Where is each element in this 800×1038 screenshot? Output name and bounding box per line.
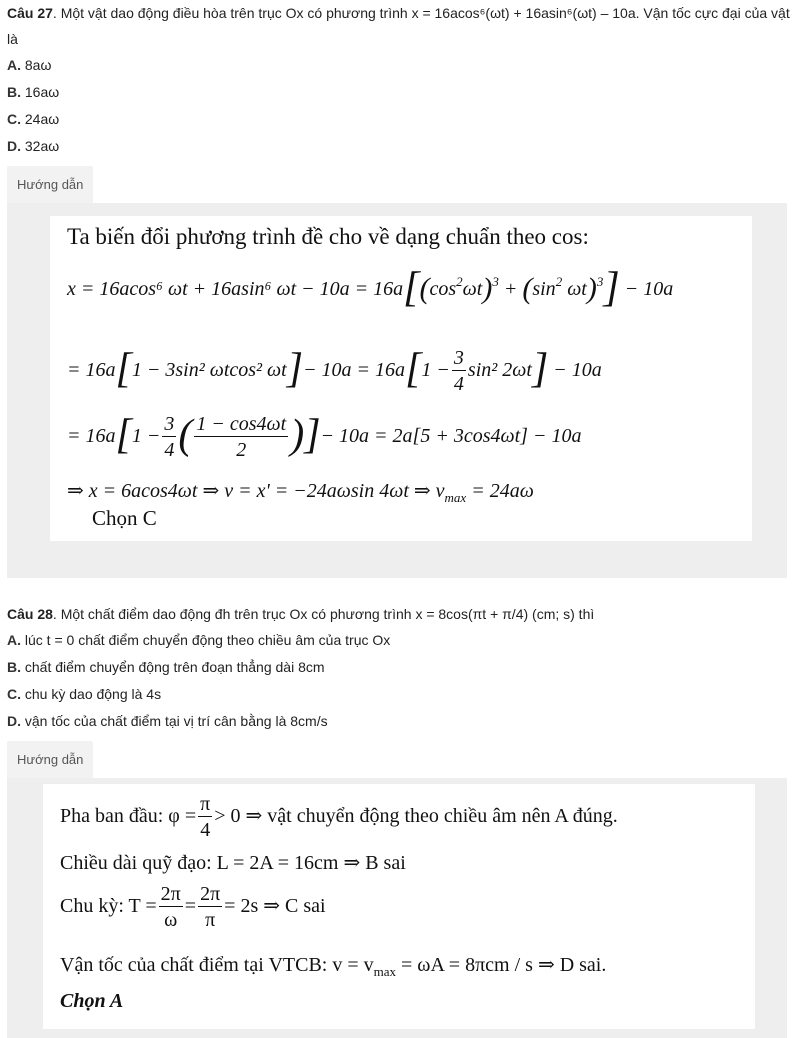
guide-button[interactable]: Hướng dẫn [7,166,93,204]
solution-27-line-5: ⇒ x = 6acos4ωt ⇒ v = x' = −24aωsin 4ωt ⇒ $v_{max} = 24a\omega$ [67,480,534,505]
solution-28-image [43,784,755,1029]
solution-27-choose: Chọn C [92,506,157,530]
option-a[interactable]: A. lúc t = 0 chất điểm chuyển động theo chiều âm của trục Ox [7,632,391,648]
option-c[interactable]: C. 24aω [7,111,60,127]
solution-27-image [50,216,752,541]
solution-27-line-3: = 16a[1 − 3sin² ωtcos² ωt]− 10a = 16a[1 − $\frac{3}{4}$ sin² 2ωt] − 10a [67,346,602,395]
question-27-label: Câu 27 [7,5,53,21]
fraction-3-4: $\frac{3}{4}$ [453,347,464,395]
guide-button[interactable]: Hướng dẫn [7,741,93,779]
solution-27-line-2: x = 16acos⁶ ωt + 16asin⁶ $\omega t - 10a = 16a[(\cos^2\omega t)^3 + (\sin^2$ ωt)$^3$] − 10a [67,265,674,311]
fraction-pi-4: $\frac{\pi}{4}$ [200,793,211,841]
solution-28-line-3: Chu kỳ: T = $\frac{2\pi}{\omega}$ = $\frac{2\pi}{\pi}$ = 2s ⇒ C sai [60,883,326,931]
solution-28-line-2: Chiều dài quỹ đạo: L = 2A = 16cm ⇒ B sai [60,852,406,874]
solution-28-box [7,778,787,1038]
option-c[interactable]: C. chu kỳ dao động là 4s [7,686,162,702]
solution-27-line-4: = 16a[1 − $\frac{3}{4}$ ( $\frac{1 - \cos 4\omega t}{2}$ )]− 10a = 2a[5 + 3cos4ωt] − 10a [67,412,582,461]
option-d[interactable]: D. vận tốc của chất điểm tại vị trí cân bằng là 8cm/s [7,713,328,729]
question-28 [7,601,790,779]
question-27-text: Câu 27. Một vật dao động điều hòa trên trục Ox có phương trình x = 16acos⁶(ωt) + 16asin⁶(ωt) – 10a. Vận tốc cực đại của vật là [7,5,790,47]
solution-27-box [7,203,787,578]
solution-27-intro: Ta biến đổi phương trình đề cho về dạng chuẩn theo cos: [67,224,589,249]
question-28-text: Câu 28. Một chất điểm dao động đh trên trục Ox có phương trình x = 8cos(πt + π/4) (cm; s) thì [7,606,595,622]
question-27 [7,0,790,204]
question-28-label: Câu 28 [7,606,53,622]
solution-28-line-1: Pha ban đầu: φ = $\frac{\pi}{4}$ > 0 ⇒ vật chuyển động theo chiều âm nên A đúng. [60,793,618,841]
fraction-cos: $\frac{1 - \cos 4\omega t}{2}$ [196,413,287,461]
option-b[interactable]: B. chất điểm chuyển động trên đoạn thẳng dài 8cm [7,659,325,675]
solution-28-choose: Chọn A [60,990,124,1012]
option-b[interactable]: B. 16aω [7,84,60,100]
option-d[interactable]: D. 32aω [7,138,60,154]
option-a[interactable]: A. 8aω [7,57,52,73]
solution-28-line-4: Vận tốc của chất điểm tại VTCB: $v = v_{max} = \omega A = 8\pi cm / s$ ⇒ D sai. [60,954,607,979]
